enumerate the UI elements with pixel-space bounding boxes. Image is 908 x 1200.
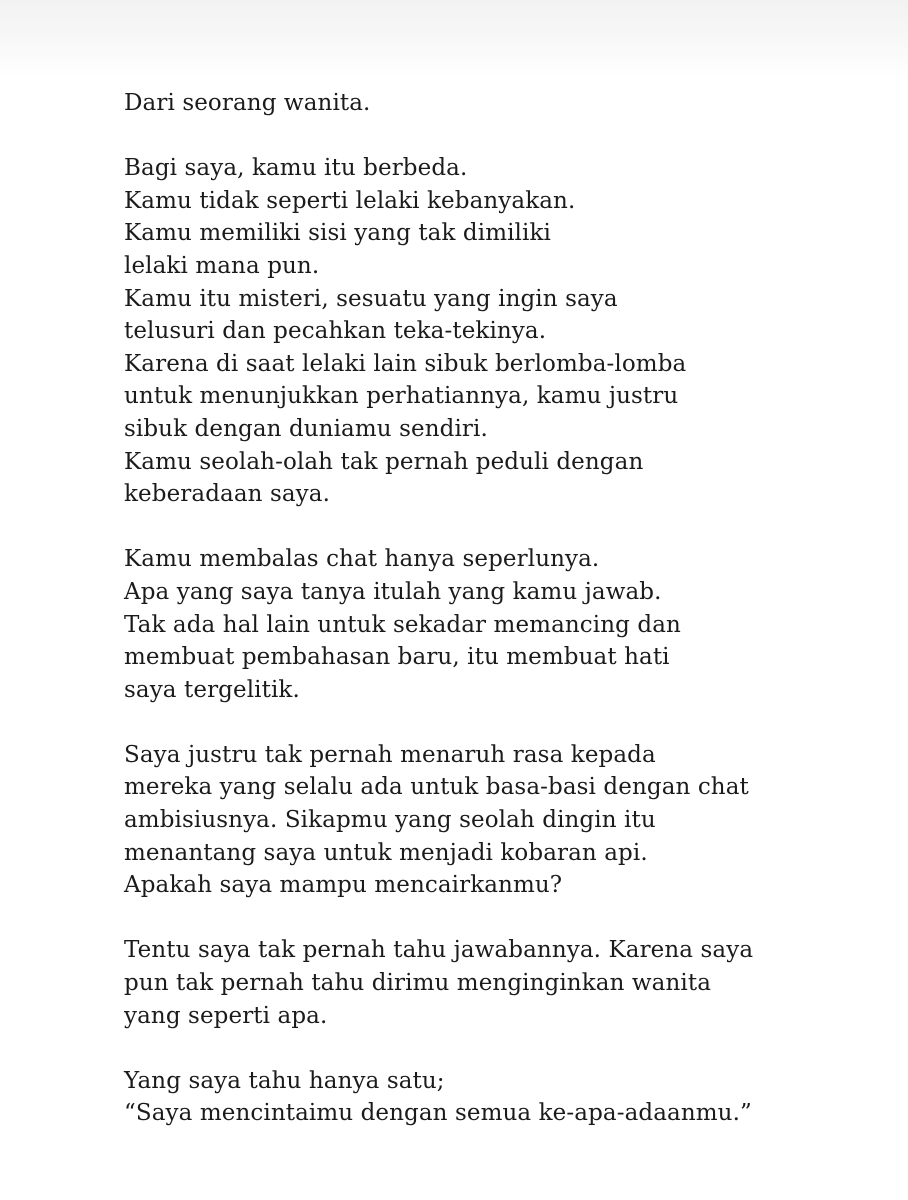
stanza-4 — [124, 934, 884, 1032]
letter-body — [124, 87, 884, 1130]
text-line: keberadaan saya. — [124, 481, 330, 508]
text-line: Bagi saya, kamu itu berbeda. — [124, 155, 468, 182]
text-line: membuat pembahasan baru, itu membuat hati — [124, 644, 670, 671]
text-line: Apa yang saya tanya itulah yang kamu jawab. — [124, 578, 662, 605]
text-line: untuk menunjukkan perhatiannya, kamu justru — [124, 383, 679, 410]
stanza-3 — [124, 739, 884, 902]
text-line: Apakah saya mampu mencairkanmu? — [124, 872, 563, 899]
top-shade — [0, 0, 908, 78]
text-line: Kamu itu misteri, sesuatu yang ingin saya — [124, 285, 618, 312]
text-line: sibuk dengan duniamu sendiri. — [124, 415, 488, 442]
text-line: ambisiusnya. Sikapmu yang seolah dingin itu — [124, 807, 656, 834]
text-line: Karena di saat lelaki lain sibuk berlomba-lomba — [124, 350, 687, 377]
text-line: pun tak pernah tahu dirimu menginginkan wanita — [124, 970, 712, 997]
closing-quote-line: “Saya mencintaimu dengan semua ke-apa-adaanmu.” — [124, 1100, 752, 1127]
stanza-5 — [124, 1065, 884, 1130]
opening-stanza — [124, 87, 884, 120]
text-line: Yang saya tahu hanya satu; — [124, 1067, 445, 1094]
text-line: Kamu tidak seperti lelaki kebanyakan. — [124, 187, 576, 214]
text-line: menantang saya untuk menjadi kobaran api. — [124, 839, 648, 866]
stanza-2 — [124, 543, 884, 706]
text-line: lelaki mana pun. — [124, 252, 320, 279]
opening-line: Dari seorang wanita. — [124, 90, 371, 116]
text-line: saya tergelitik. — [124, 676, 300, 703]
text-line: Tentu saya tak pernah tahu jawabannya. Karena saya — [124, 937, 754, 964]
text-line: telusuri dan pecahkan teka-tekinya. — [124, 318, 547, 345]
text-line: mereka yang selalu ada untuk basa-basi dengan chat — [124, 774, 749, 801]
text-line: Kamu memiliki sisi yang tak dimiliki — [124, 220, 551, 247]
text-line: Kamu seolah-olah tak pernah peduli dengan — [124, 448, 644, 475]
text-line: Saya justru tak pernah menaruh rasa kepada — [124, 741, 656, 768]
stanza-1 — [124, 152, 884, 511]
text-line: Kamu membalas chat hanya seperlunya. — [124, 546, 600, 573]
text-line: Tak ada hal lain untuk sekadar memancing dan — [124, 611, 681, 638]
text-line: yang seperti apa. — [124, 1002, 328, 1029]
